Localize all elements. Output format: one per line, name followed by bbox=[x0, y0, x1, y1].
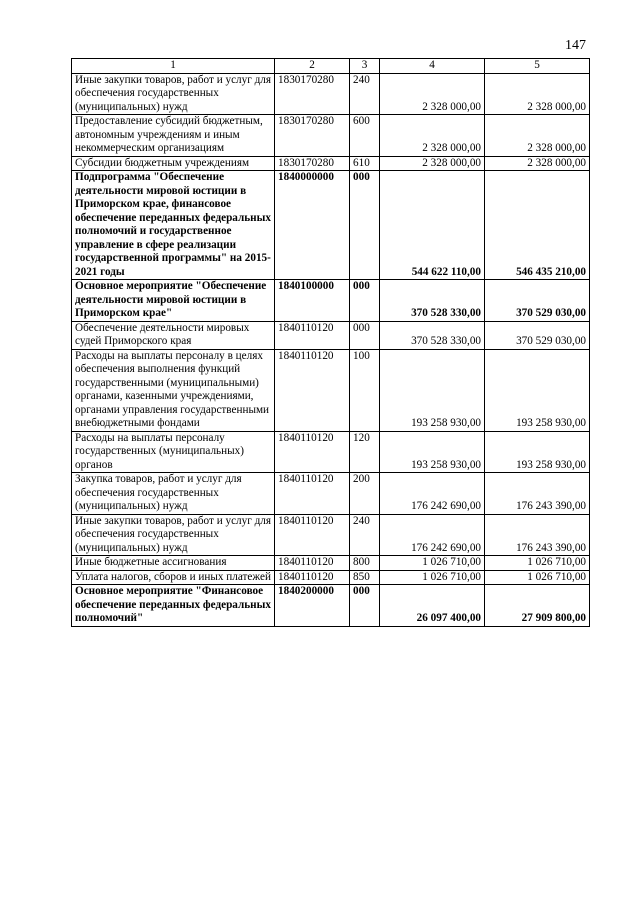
row-amount-2020-cell: 370 528 330,00 bbox=[380, 321, 485, 349]
row-vr-cell: 240 bbox=[350, 73, 380, 115]
row-csr-cell: 1830170280 bbox=[275, 115, 350, 157]
row-csr-cell: 1830170280 bbox=[275, 73, 350, 115]
row-name-cell: Основное мероприятие "Обеспечение деятельности мировой юстиции в Приморском крае" bbox=[72, 280, 275, 322]
row-name-cell: Подпрограмма "Обеспечение деятельности мировой юстиции в Приморском крае, финансовое обеспечение переданных федеральных полномочий и государственное управление в сфере реализации государственной программы" на 2015-2021 годы bbox=[72, 171, 275, 280]
row-amount-2020-cell: 2 328 000,00 bbox=[380, 115, 485, 157]
row-amount-2021-cell: 2 328 000,00 bbox=[485, 73, 590, 115]
row-csr-cell: 1840110120 bbox=[275, 349, 350, 431]
row-amount-2020-cell: 193 258 930,00 bbox=[380, 349, 485, 431]
row-csr-cell: 1840110120 bbox=[275, 570, 350, 585]
row-amount-2021-cell: 193 258 930,00 bbox=[485, 431, 590, 473]
row-name-cell: Иные бюджетные ассигнования bbox=[72, 556, 275, 571]
page-number: 147 bbox=[565, 38, 586, 53]
row-amount-2021-cell: 1 026 710,00 bbox=[485, 556, 590, 571]
row-amount-2021-cell: 27 909 800,00 bbox=[485, 585, 590, 627]
row-vr-cell: 000 bbox=[350, 585, 380, 627]
table-row bbox=[72, 280, 590, 322]
row-name-cell: Иные закупки товаров, работ и услуг для обеспечения государственных (муниципальных) нужд bbox=[72, 514, 275, 556]
row-vr-cell: 000 bbox=[350, 321, 380, 349]
row-amount-2021-cell: 546 435 210,00 bbox=[485, 171, 590, 280]
column-header: 2 bbox=[275, 59, 350, 74]
row-csr-cell: 1840110120 bbox=[275, 556, 350, 571]
budget-table bbox=[71, 58, 590, 627]
table-row bbox=[72, 171, 590, 280]
table-header-row bbox=[72, 59, 590, 74]
row-csr-cell: 1840100000 bbox=[275, 280, 350, 322]
row-name-cell: Обеспечение деятельности мировых судей Приморского края bbox=[72, 321, 275, 349]
row-vr-cell: 200 bbox=[350, 473, 380, 515]
row-amount-2021-cell: 370 529 030,00 bbox=[485, 280, 590, 322]
row-vr-cell: 000 bbox=[350, 280, 380, 322]
row-amount-2020-cell: 544 622 110,00 bbox=[380, 171, 485, 280]
row-vr-cell: 610 bbox=[350, 156, 380, 171]
row-csr-cell: 1840110120 bbox=[275, 431, 350, 473]
row-name-cell: Закупка товаров, работ и услуг для обеспечения государственных (муниципальных) нужд bbox=[72, 473, 275, 515]
row-name-cell: Расходы на выплаты персоналу в целях обеспечения выполнения функций государственными (муниципальными) органами, казенными учреждениями, органами управления государственными внебюджетными фондами bbox=[72, 349, 275, 431]
row-amount-2021-cell: 176 243 390,00 bbox=[485, 473, 590, 515]
row-name-cell: Субсидии бюджетным учреждениям bbox=[72, 156, 275, 171]
table-row bbox=[72, 349, 590, 431]
row-vr-cell: 100 bbox=[350, 349, 380, 431]
row-csr-cell: 1840110120 bbox=[275, 321, 350, 349]
row-amount-2020-cell: 26 097 400,00 bbox=[380, 585, 485, 627]
table-row bbox=[72, 431, 590, 473]
row-name-cell: Уплата налогов, сборов и иных платежей bbox=[72, 570, 275, 585]
row-name-cell: Иные закупки товаров, работ и услуг для обеспечения государственных (муниципальных) нужд bbox=[72, 73, 275, 115]
row-amount-2021-cell: 2 328 000,00 bbox=[485, 115, 590, 157]
row-vr-cell: 800 bbox=[350, 556, 380, 571]
row-csr-cell: 1840200000 bbox=[275, 585, 350, 627]
column-header: 1 bbox=[72, 59, 275, 74]
row-amount-2020-cell: 370 528 330,00 bbox=[380, 280, 485, 322]
table-row bbox=[72, 73, 590, 115]
row-amount-2020-cell: 176 242 690,00 bbox=[380, 473, 485, 515]
row-amount-2021-cell: 193 258 930,00 bbox=[485, 349, 590, 431]
column-header: 3 bbox=[350, 59, 380, 74]
row-amount-2020-cell: 1 026 710,00 bbox=[380, 556, 485, 571]
table-row bbox=[72, 514, 590, 556]
row-amount-2020-cell: 2 328 000,00 bbox=[380, 156, 485, 171]
table-row bbox=[72, 473, 590, 515]
row-amount-2020-cell: 193 258 930,00 bbox=[380, 431, 485, 473]
row-amount-2020-cell: 1 026 710,00 bbox=[380, 570, 485, 585]
table-row bbox=[72, 115, 590, 157]
row-vr-cell: 240 bbox=[350, 514, 380, 556]
row-amount-2021-cell: 370 529 030,00 bbox=[485, 321, 590, 349]
row-csr-cell: 1840000000 bbox=[275, 171, 350, 280]
row-vr-cell: 600 bbox=[350, 115, 380, 157]
row-amount-2021-cell: 1 026 710,00 bbox=[485, 570, 590, 585]
row-name-cell: Предоставление субсидий бюджетным, автономным учреждениям и иным некоммерческим организациям bbox=[72, 115, 275, 157]
row-vr-cell: 000 bbox=[350, 171, 380, 280]
row-csr-cell: 1840110120 bbox=[275, 473, 350, 515]
row-amount-2020-cell: 176 242 690,00 bbox=[380, 514, 485, 556]
table-row bbox=[72, 156, 590, 171]
row-vr-cell: 850 bbox=[350, 570, 380, 585]
table-row bbox=[72, 321, 590, 349]
row-amount-2021-cell: 176 243 390,00 bbox=[485, 514, 590, 556]
row-vr-cell: 120 bbox=[350, 431, 380, 473]
table-row bbox=[72, 585, 590, 627]
table-row bbox=[72, 556, 590, 571]
row-csr-cell: 1830170280 bbox=[275, 156, 350, 171]
table-row bbox=[72, 570, 590, 585]
column-header: 4 bbox=[380, 59, 485, 74]
row-name-cell: Расходы на выплаты персоналу государственных (муниципальных) органов bbox=[72, 431, 275, 473]
row-amount-2020-cell: 2 328 000,00 bbox=[380, 73, 485, 115]
row-name-cell: Основное мероприятие "Финансовое обеспечение переданных федеральных полномочий" bbox=[72, 585, 275, 627]
row-amount-2021-cell: 2 328 000,00 bbox=[485, 156, 590, 171]
row-csr-cell: 1840110120 bbox=[275, 514, 350, 556]
column-header: 5 bbox=[485, 59, 590, 74]
